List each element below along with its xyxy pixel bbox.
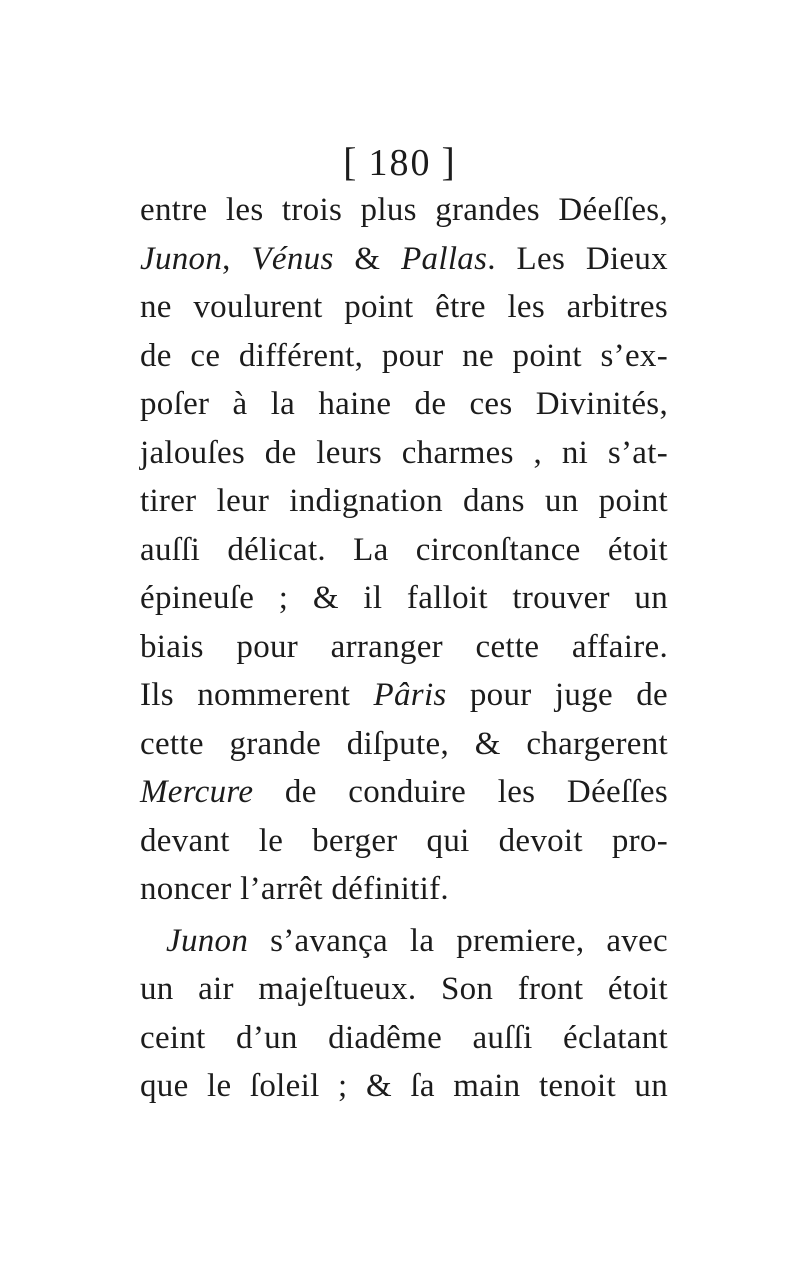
body-text (140, 186, 668, 1111)
italic-name: Junon (140, 240, 223, 277)
text-segment: noncer l’arrêt définitif. (140, 871, 449, 907)
text-segment: Ils nommerent (140, 677, 374, 713)
text-segment: auſſi délicat. La circonſtance étoit (140, 531, 668, 568)
page-number: 180 (368, 142, 432, 184)
text-segment: ne voulurent point être les arbitres (140, 289, 668, 325)
bracket-open: [ (343, 139, 359, 184)
text-line (140, 768, 668, 817)
text-segment: un air majeſtueux. Son front étoit (140, 971, 668, 1007)
text-line (140, 1014, 668, 1063)
text-line (140, 817, 668, 866)
text-segment: de conduire les Déeſſes (253, 774, 668, 810)
text-line (140, 332, 668, 381)
paragraph (140, 917, 668, 1111)
text-segment: épineuſe ; & il falloit trouver un (140, 580, 668, 616)
text-segment: entre les trois plus grandes Déeſſes, (140, 192, 668, 228)
text-line (140, 429, 668, 478)
text-line (140, 865, 668, 914)
text-segment: poſer à la haine de ces Divinités, (140, 386, 668, 422)
text-segment: tirer leur indignation dans un point (140, 483, 668, 519)
text-segment: que le ſoleil ; & ſa main tenoit un (140, 1068, 668, 1104)
text-segment: devant le berger qui devoit pro- (140, 822, 668, 859)
page-header (0, 138, 800, 185)
text-line (140, 186, 668, 235)
text-segment: biais pour arranger cette affaire. (140, 628, 668, 665)
text-line (140, 1062, 668, 1111)
italic-name: Pallas (401, 240, 488, 277)
text-line (140, 623, 668, 672)
text-line (140, 283, 668, 332)
text-segment: de ce différent, pour ne point s’ex- (140, 337, 668, 374)
bracket-close: ] (441, 139, 457, 184)
text-line (140, 235, 668, 284)
text-segment: cette grande diſpute, & chargerent (140, 725, 668, 762)
text-segment: s’avança la premiere, avec (248, 922, 668, 959)
text-line (140, 380, 668, 429)
text-segment: pour juge de (446, 677, 668, 713)
text-segment: jalouſes de leurs charmes , ni s’at- (140, 434, 668, 471)
text-line (140, 526, 668, 575)
italic-name: Mercure (140, 774, 254, 810)
text-line (140, 477, 668, 526)
text-segment: & (333, 240, 402, 277)
text-line (140, 671, 668, 720)
paragraph (140, 186, 668, 914)
text-segment: , (222, 240, 252, 277)
italic-name: Vénus (251, 240, 334, 277)
text-segment: ceint d’un diadême auſſi éclatant (140, 1019, 668, 1056)
text-segment: . Les Dieux (487, 240, 668, 277)
text-line (140, 574, 668, 623)
italic-name: Pâris (373, 677, 447, 713)
text-line (140, 917, 668, 966)
text-line (140, 965, 668, 1014)
text-line (140, 720, 668, 769)
italic-name: Junon (166, 922, 249, 959)
